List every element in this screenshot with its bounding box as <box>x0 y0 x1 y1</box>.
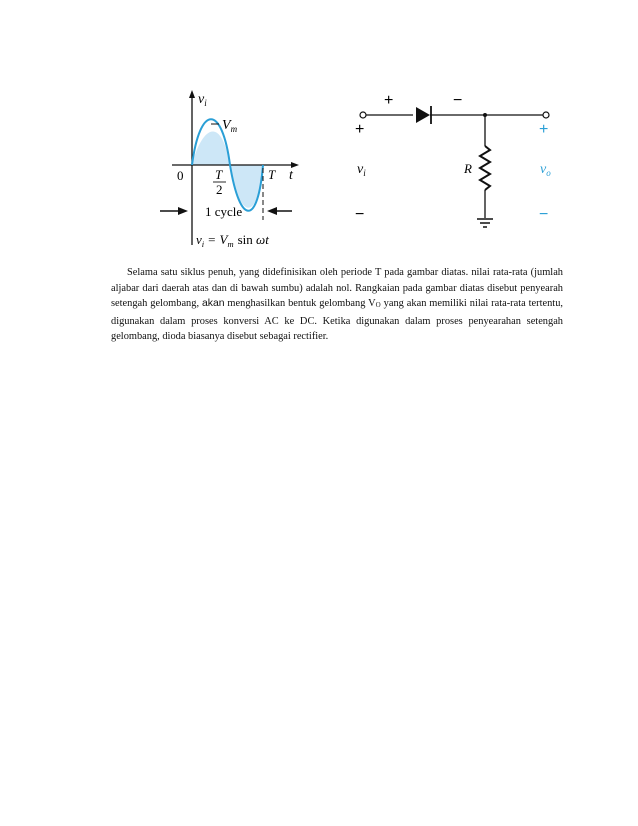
ground-icon <box>477 219 493 227</box>
cycle-arrow-right-head <box>267 207 277 215</box>
input-minus-label: − <box>355 206 365 223</box>
y-axis-label: $v_i$ <box>198 92 207 108</box>
output-terminal-top <box>543 112 549 118</box>
input-plus-label: + <box>355 121 365 138</box>
peak-label: $V_m$ <box>222 118 238 134</box>
rectifier-circuit <box>355 92 551 227</box>
resistor-label: R <box>464 161 472 176</box>
body-paragraph: Selama satu siklus penuh, yang didefinisikan oleh periode T pada gambar diatas. nilai rata-rata (jumlah aljabar dari daerah atas dan di bawah sumbu) adalah nol. Rangkaian pada gambar diatas disebut penyearah setengah gelombang, akan menghasilkan bentuk gelombang VO yang akan memiliki nilai rata-rata tertentu, digunakan dalam proses konversi AC ke DC. Ketika digunakan dalam proses penyearahan setengah gelombang, dioda biasanya disebut sebagai rectifier. <box>111 267 563 343</box>
cycle-label: 1 cycle <box>205 204 243 219</box>
input-voltage-label: $v_i$ <box>357 162 366 178</box>
half-period-numerator: T <box>215 167 223 182</box>
output-voltage-label: $v_o$ <box>540 162 551 178</box>
half-period-denominator: 2 <box>216 182 223 197</box>
cycle-arrow-left-head <box>178 207 188 215</box>
origin-label: 0 <box>177 168 184 183</box>
body-paragraph-block <box>111 265 563 345</box>
sine-equation: $v_i = V_m$ sin ωt <box>196 232 269 249</box>
resistor-icon <box>480 146 490 190</box>
diode-icon <box>416 106 431 124</box>
input-terminal-top <box>360 112 366 118</box>
period-label: T <box>268 167 276 182</box>
diode-plus-label: + <box>384 92 394 109</box>
diode-minus-label: − <box>453 92 463 109</box>
output-plus-label: + <box>539 121 549 138</box>
x-axis-label: t <box>289 168 293 183</box>
output-minus-label: − <box>539 206 549 223</box>
half-wave-rectifier-figure <box>0 0 638 260</box>
y-axis-arrow <box>189 90 195 98</box>
waveform-graph <box>160 90 299 249</box>
